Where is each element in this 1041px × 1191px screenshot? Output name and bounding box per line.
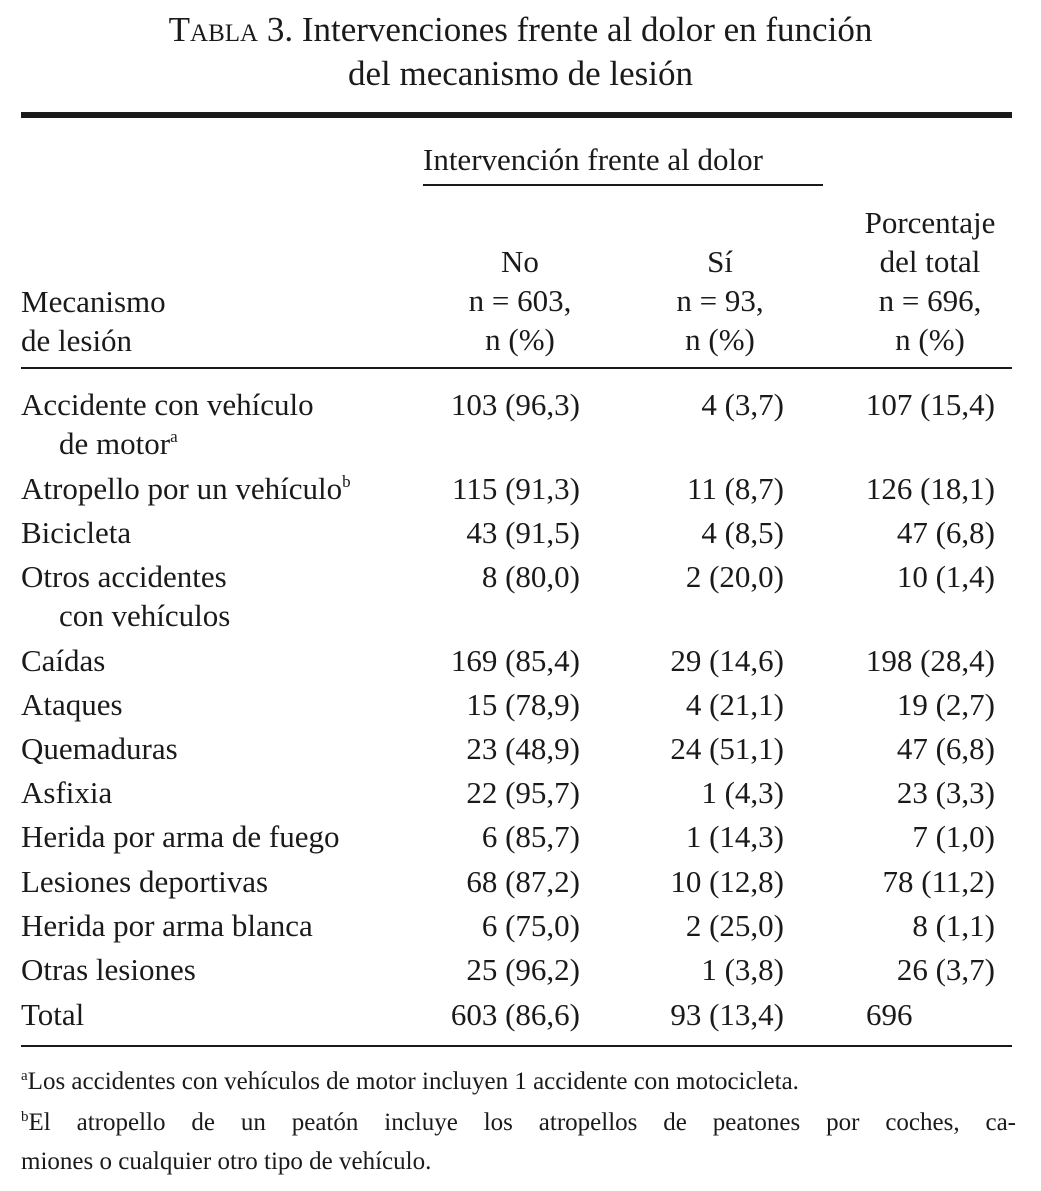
cell-si: 1 (3,8) bbox=[701, 952, 784, 987]
cell-no: 22 (95,7) bbox=[466, 775, 580, 810]
cell-percentage: 26 (3,7) bbox=[896, 952, 995, 987]
row-label: Herida por arma blanca bbox=[21, 908, 313, 943]
cell-no: 103 (96,3) bbox=[450, 387, 580, 422]
cell-percentage: 7 (1,0) bbox=[912, 819, 995, 854]
table-title-line-2: del mecanismo de lesión bbox=[347, 54, 694, 93]
row-label: Otras lesiones bbox=[21, 952, 196, 987]
cell-si: 11 (8,7) bbox=[687, 471, 784, 506]
cell-no: 169 (85,4) bbox=[450, 643, 580, 678]
row-label: Herida por arma de fuego bbox=[21, 819, 340, 854]
cell-no: 8 (80,0) bbox=[481, 559, 580, 594]
group-header: Intervención frente al dolor bbox=[423, 142, 763, 177]
cell-si: 4 (8,5) bbox=[701, 515, 784, 550]
cell-percentage: 78 (11,2) bbox=[882, 864, 995, 899]
footnote-text: Los accidentes con vehículos de motor incluyen 1 accidente con motocicleta. bbox=[27, 1068, 799, 1095]
cell-percentage: 8 (1,1) bbox=[912, 908, 995, 943]
header-rule bbox=[21, 367, 1012, 369]
cell-no: 6 (85,7) bbox=[481, 819, 580, 854]
cell-no: 43 (91,5) bbox=[466, 515, 580, 550]
column-header-line: n (%) bbox=[485, 322, 555, 357]
table-title-text: Intervenciones frente al dolor en función bbox=[301, 10, 873, 49]
footnote-a bbox=[21, 1064, 1016, 1100]
row-label: Asfixia bbox=[21, 775, 113, 810]
cell-si: 10 (12,8) bbox=[670, 864, 784, 899]
column-header-si bbox=[620, 242, 820, 359]
cell-percentage: 47 (6,8) bbox=[896, 731, 995, 766]
footnote-mark: a bbox=[170, 427, 178, 446]
cell-si: 2 (20,0) bbox=[685, 559, 784, 594]
footnote-b-continuation: miones o cualquier otro tipo de vehículo. bbox=[21, 1148, 432, 1175]
column-header-line: Porcentaje bbox=[864, 205, 996, 240]
cell-no: 603 (86,6) bbox=[450, 997, 580, 1032]
column-header-line: Mecanismo bbox=[21, 284, 166, 319]
top-rule bbox=[21, 112, 1012, 118]
row-label: Lesiones deportivas bbox=[21, 864, 269, 899]
cell-no: 68 (87,2) bbox=[466, 864, 580, 899]
row-label-continuation bbox=[21, 424, 314, 463]
footnote-text: El atropello de un peatón incluye los atropellos de peatones por coches, ca- bbox=[28, 1109, 1016, 1136]
cell-si: 4 (3,7) bbox=[701, 387, 784, 422]
column-header-mechanism bbox=[21, 282, 166, 360]
row-label: Total bbox=[21, 997, 85, 1032]
cell-si: 29 (14,6) bbox=[670, 643, 784, 678]
footnote-mark: a bbox=[21, 1068, 28, 1084]
cell-percentage: 126 (18,1) bbox=[865, 471, 995, 506]
row-label: Bicicleta bbox=[21, 515, 132, 550]
footnote-b bbox=[21, 1105, 1016, 1141]
cell-percentage: 23 (3,3) bbox=[896, 775, 995, 810]
row-label bbox=[21, 469, 351, 508]
column-header-line: n = 696, bbox=[878, 283, 982, 318]
row-label: Caídas bbox=[21, 643, 106, 678]
row-label bbox=[21, 385, 314, 463]
cell-si: 2 (25,0) bbox=[685, 908, 784, 943]
cell-si: 1 (14,3) bbox=[685, 819, 784, 854]
cell-percentage: 19 (2,7) bbox=[896, 687, 995, 722]
cell-si: 1 (4,3) bbox=[701, 775, 784, 810]
cell-si: 93 (13,4) bbox=[670, 997, 784, 1032]
cell-no: 6 (75,0) bbox=[481, 908, 580, 943]
column-header-line: No bbox=[501, 244, 539, 279]
cell-percentage: 696 bbox=[866, 997, 913, 1032]
footnote-mark: b bbox=[342, 472, 351, 491]
row-label: Ataques bbox=[21, 687, 123, 722]
row-label-cont-text: de motor bbox=[59, 426, 171, 461]
bottom-rule bbox=[21, 1045, 1012, 1047]
cell-si: 24 (51,1) bbox=[670, 731, 784, 766]
column-header-no bbox=[420, 242, 620, 359]
row-label-text: Otros accidentes bbox=[21, 559, 227, 594]
cell-no: 25 (96,2) bbox=[466, 952, 580, 987]
cell-no: 15 (78,9) bbox=[466, 687, 580, 722]
column-header-line: del total bbox=[879, 244, 981, 279]
cell-no: 23 (48,9) bbox=[466, 731, 580, 766]
cell-percentage: 198 (28,4) bbox=[865, 643, 995, 678]
cell-percentage: 10 (1,4) bbox=[896, 559, 995, 594]
cell-si: 4 (21,1) bbox=[685, 687, 784, 722]
table-caption-label: Tabla 3. bbox=[168, 10, 294, 49]
column-header-percentage bbox=[830, 203, 1030, 359]
column-header-line: Sí bbox=[707, 244, 733, 279]
column-header-line: n (%) bbox=[685, 322, 755, 357]
column-header-line: n (%) bbox=[895, 322, 965, 357]
row-label: Quemaduras bbox=[21, 731, 178, 766]
row-label bbox=[21, 557, 230, 635]
table-title-line-1 bbox=[0, 8, 1041, 52]
row-label-text: Accidente con vehículo bbox=[21, 387, 314, 422]
table-title bbox=[0, 8, 1041, 96]
cell-no: 115 (91,3) bbox=[452, 471, 580, 506]
column-header-line: de lesión bbox=[21, 323, 133, 358]
row-label-continuation: con vehículos bbox=[59, 598, 231, 633]
column-header-line: n = 93, bbox=[676, 283, 764, 318]
group-header-rule bbox=[423, 184, 823, 186]
column-header-line: n = 603, bbox=[468, 283, 572, 318]
footnote-mark: b bbox=[21, 1109, 29, 1125]
cell-percentage: 107 (15,4) bbox=[865, 387, 995, 422]
row-label-text: Atropello por un vehículo bbox=[21, 471, 343, 506]
cell-percentage: 47 (6,8) bbox=[896, 515, 995, 550]
